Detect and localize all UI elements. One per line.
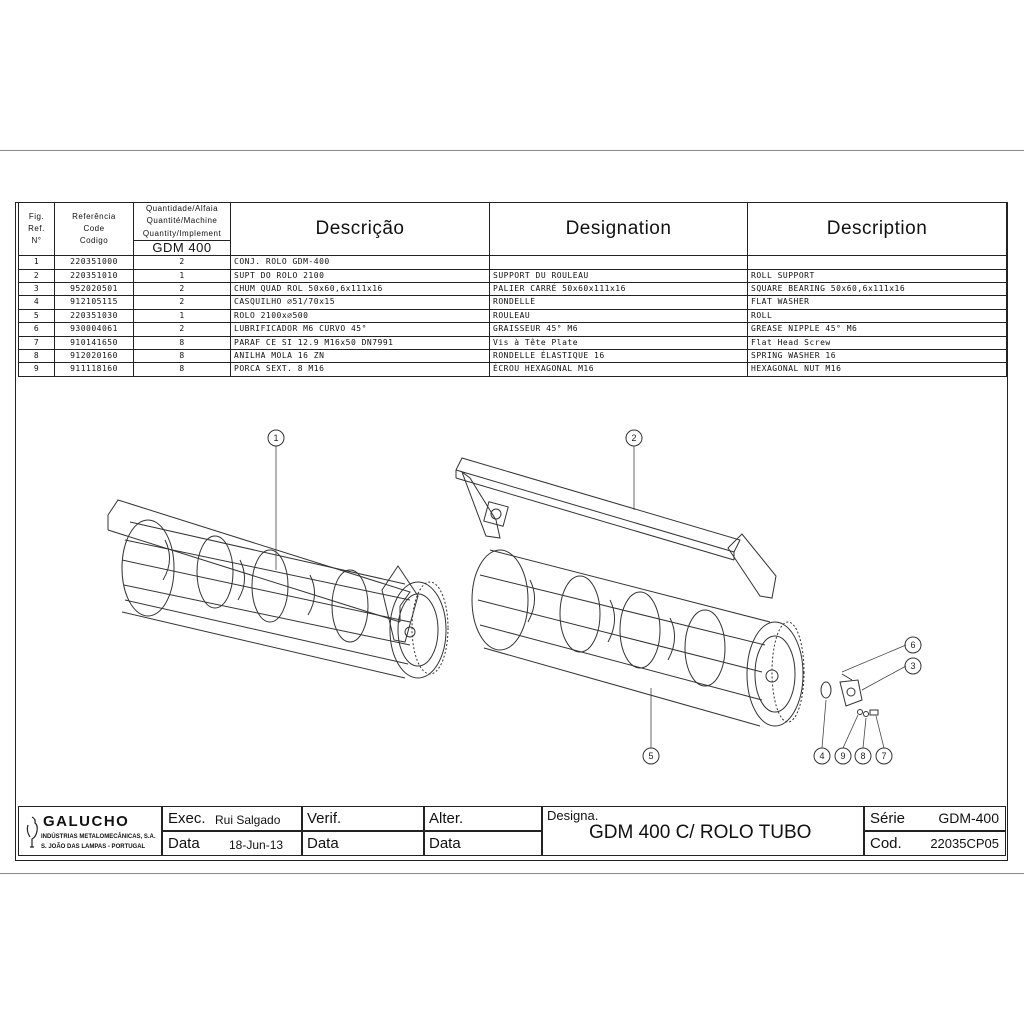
implement-header: GDM 400 — [134, 241, 231, 256]
callout-9-label: 9 — [840, 751, 846, 761]
callout-1-label: 1 — [273, 433, 279, 443]
serie-label: Série — [870, 810, 906, 827]
fig-header: Fig. Ref. N° — [19, 203, 55, 256]
exec-label: Exec. — [168, 810, 206, 827]
exec-date-cell — [162, 831, 302, 856]
table-row — [19, 336, 1007, 349]
callout-3-label: 3 — [910, 661, 916, 671]
verif-label: Verif. — [307, 810, 342, 827]
description-cell: GREASE NIPPLE 45° M6 — [748, 323, 1007, 336]
title-block — [18, 806, 1006, 856]
fig-cell: 3 — [19, 283, 55, 296]
rooster-logo-icon — [25, 815, 39, 849]
description-cell: SQUARE BEARING 50x60,6x111x16 — [748, 283, 1007, 296]
table-row — [19, 309, 1007, 322]
exec-value: Rui Salgado — [215, 813, 281, 827]
descricao-cell: CASQUILHO ⌀51/70x15 — [231, 296, 490, 309]
exec-date-value: 18-Jun-13 — [229, 838, 284, 852]
alter-date-cell — [424, 831, 542, 856]
callout-4-label: 4 — [819, 751, 825, 761]
designa-label: Designa. — [547, 808, 599, 823]
designation-cell: Vis à Tête Plate — [490, 336, 748, 349]
exec-cell — [162, 806, 302, 831]
designation-cell: ROULEAU — [490, 309, 748, 322]
quantity-header: Quantidade/Alfaia Quantité/Machine Quantity/Implement — [134, 203, 231, 241]
exec-date-label: Data — [168, 835, 200, 852]
table-row — [19, 363, 1007, 376]
description-cell: FLAT WASHER — [748, 296, 1007, 309]
cod-label: Cod. — [870, 835, 902, 852]
cod-value: 22035CP05 — [930, 836, 999, 851]
reference-cell: 910141650 — [55, 336, 134, 349]
alter-date-label: Data — [429, 835, 461, 852]
reference-cell: 220351030 — [55, 309, 134, 322]
cod-cell — [864, 831, 1006, 856]
description-cell: HEXAGONAL NUT M16 — [748, 363, 1007, 376]
designation-cell: RONDELLE ÉLASTIQUE 16 — [490, 350, 748, 363]
quantity-cell: 1 — [134, 269, 231, 282]
reference-cell: 952020501 — [55, 283, 134, 296]
company-logo-cell — [18, 806, 162, 856]
description-cell: Flat Head Screw — [748, 336, 1007, 349]
fig-cell: 1 — [19, 256, 55, 269]
quantity-cell: 2 — [134, 283, 231, 296]
quantity-cell: 2 — [134, 323, 231, 336]
quantity-cell: 8 — [134, 350, 231, 363]
descricao-cell: ROLO 2100x⌀500 — [231, 309, 490, 322]
reference-header: Referência Code Codigo — [55, 203, 134, 256]
reference-cell: 220351000 — [55, 256, 134, 269]
designa-value: GDM 400 C/ ROLO TUBO — [589, 822, 812, 843]
reference-cell: 930004061 — [55, 323, 134, 336]
descricao-header: Descrição — [231, 203, 490, 256]
table-row — [19, 256, 1007, 269]
callout-5-label: 5 — [648, 751, 654, 761]
descricao-cell: ANILHA MOLA 16 ZN — [231, 350, 490, 363]
callout-7-label: 7 — [881, 751, 887, 761]
alter-label: Alter. — [429, 810, 464, 827]
descricao-cell: CHUM QUAD ROL 50x60,6x111x16 — [231, 283, 490, 296]
reference-cell: 220351010 — [55, 269, 134, 282]
designation-cell: PALIER CARRÉ 50x60x111x16 — [490, 283, 748, 296]
table-row — [19, 296, 1007, 309]
serie-cell — [864, 806, 1006, 831]
serie-value: GDM-400 — [938, 810, 999, 826]
table-row — [19, 283, 1007, 296]
callout-2-label: 2 — [631, 433, 637, 443]
table-row — [19, 323, 1007, 336]
descricao-cell: SUPT DO ROLO 2100 — [231, 269, 490, 282]
description-cell: ROLL SUPPORT — [748, 269, 1007, 282]
descricao-cell: PORCA SEXT. 8 M16 — [231, 363, 490, 376]
designation-cell: ÉCROU HEXAGONAL M16 — [490, 363, 748, 376]
designation-cell — [490, 256, 748, 269]
verif-cell — [302, 806, 424, 831]
callout-8-label: 8 — [860, 751, 866, 761]
quantity-cell: 2 — [134, 296, 231, 309]
quantity-cell: 8 — [134, 363, 231, 376]
fig-cell: 8 — [19, 350, 55, 363]
quantity-cell: 2 — [134, 256, 231, 269]
description-cell — [748, 256, 1007, 269]
parts-table — [18, 202, 1007, 377]
reference-cell: 912020160 — [55, 350, 134, 363]
reference-cell: 911118160 — [55, 363, 134, 376]
fig-cell: 7 — [19, 336, 55, 349]
alter-cell — [424, 806, 542, 831]
descricao-cell: LUBRIFICADOR M6 CURVO 45° — [231, 323, 490, 336]
fig-cell: 6 — [19, 323, 55, 336]
fig-cell: 9 — [19, 363, 55, 376]
company-location: S. JOÃO DAS LAMPAS - PORTUGAL — [41, 844, 146, 850]
quantity-cell: 8 — [134, 336, 231, 349]
designation-header: Designation — [490, 203, 748, 256]
company-name: GALUCHO — [43, 813, 130, 830]
reference-cell: 912105115 — [55, 296, 134, 309]
designation-cell — [542, 806, 864, 856]
fig-cell: 2 — [19, 269, 55, 282]
company-subtitle: INDÚSTRIAS METALOMECÂNICAS, S.A. — [41, 834, 156, 840]
fig-cell: 4 — [19, 296, 55, 309]
designation-cell: SUPPORT DU ROULEAU — [490, 269, 748, 282]
table-row — [19, 269, 1007, 282]
descricao-cell: PARAF CE SI 12.9 M16x50 DN7991 — [231, 336, 490, 349]
designation-cell: GRAISSEUR 45° M6 — [490, 323, 748, 336]
verif-date-label: Data — [307, 835, 339, 852]
description-cell: SPRING WASHER 16 — [748, 350, 1007, 363]
table-row — [19, 350, 1007, 363]
designation-cell: RONDELLE — [490, 296, 748, 309]
description-cell: ROLL — [748, 309, 1007, 322]
verif-date-cell — [302, 831, 424, 856]
description-header: Description — [748, 203, 1007, 256]
fig-cell: 5 — [19, 309, 55, 322]
callout-6-label: 6 — [910, 640, 916, 650]
descricao-cell: CONJ. ROLO GDM-400 — [231, 256, 490, 269]
quantity-cell: 1 — [134, 309, 231, 322]
